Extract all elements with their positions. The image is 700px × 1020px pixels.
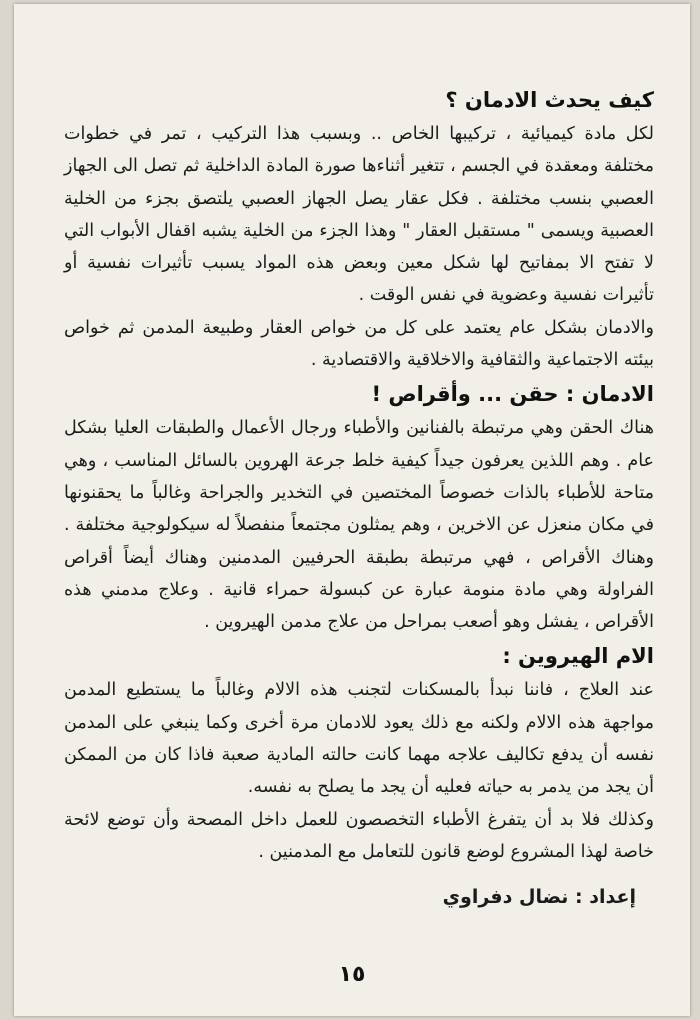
section-heading: كيف يحدث الادمان ؟ bbox=[445, 88, 654, 112]
section-heading: الادمان : حقن ... وأقراص ! bbox=[371, 382, 654, 407]
article-body bbox=[64, 82, 654, 914]
page-number: ١٥ bbox=[338, 962, 366, 987]
document-page bbox=[14, 4, 690, 1016]
paragraph: هناك الحقن وهي مرتبطة بالفنانين والأطباء ورجال الأعمال والطبقات العليا بشكل عام . وهم اللذين يعرفون جيداً كيفية خلط جرعة الهروين بالسائل المناسب ، وهي متاحة للأطباء بالذات خصوصاً المختصين في التخدير والجراحة وغالباً ما يحقنونها في مكان منعزل عن الاخرين ، وهم يمثلون مجتمعاً منفصلاً له سيكولوجية مختلفة . وهناك الأقراص ، فهي مرتبطة بطبقة الحرفيين المدمنين وهناك أيضاً أقراص الفراولة وهي مادة منومة عبارة عن كبسولة حمراء قانية . وعلاج مدمني هذه الأقراص ، يفشل وهو أصعب بمراحل من علاج مدمن الهيروين . bbox=[64, 418, 654, 633]
section-how-addiction-happens bbox=[64, 82, 654, 376]
section-injections-and-pills bbox=[64, 376, 654, 638]
paragraph: لكل مادة كيميائية ، تركيبها الخاص .. وبسبب هذا التركيب ، تمر في خطوات مختلفة ومعقدة في الجسم ، تتغير أثناءها صورة المادة الداخلية ثم تصل الى الجهاز العصبي بنسب مختلفة . فكل عقار يصل الجهاز العصبي يلتصق بجزء من الخلية العصبية ويسمى " مستقبل العقار " وهذا الجزء من الخلية يشبه اقفال الأبواب التي لا تفتح الا بمفاتيح لها شكل معين وبعض هذه المواد يسبب تأثيرات نفسية أو تأثيرات نفسية وعضوية في نفس الوقت . bbox=[64, 124, 654, 306]
paragraph: والادمان بشكل عام يعتمد على كل من خواص العقار وطبيعة المدمن ثم خواص بيئته الاجتماعية والثقافية والاخلاقية والاقتصادية . bbox=[64, 317, 654, 371]
section-heading: الام الهيروين : bbox=[502, 644, 654, 669]
paragraph: عند العلاج ، فاننا نبدأ بالمسكنات لتجنب هذه الالام وغالباً ما يستطيع المدمن مواجهة هذه الالام ولكنه مع ذلك يعود للادمان مرة أخرى وكما ينبغي على المدمن نفسه أن يدفع تكاليف علاجه مهما كانت حالته المادية صعبة فاذا كان من الممكن أن يجد من يدمر به حياته فعليه أن يجد ما يصلح به نفسه. bbox=[64, 680, 654, 798]
author-credit: إعداد : نضال دفراوي bbox=[442, 886, 636, 909]
section-heroin-pains bbox=[64, 638, 654, 868]
paragraph: وكذلك فلا بد أن يتفرغ الأطباء التخصصون للعمل داخل المصحة وأن توضع لائحة خاصة لهذا المشروع لوضع قانون للتعامل مع المدمنين . bbox=[64, 809, 654, 862]
